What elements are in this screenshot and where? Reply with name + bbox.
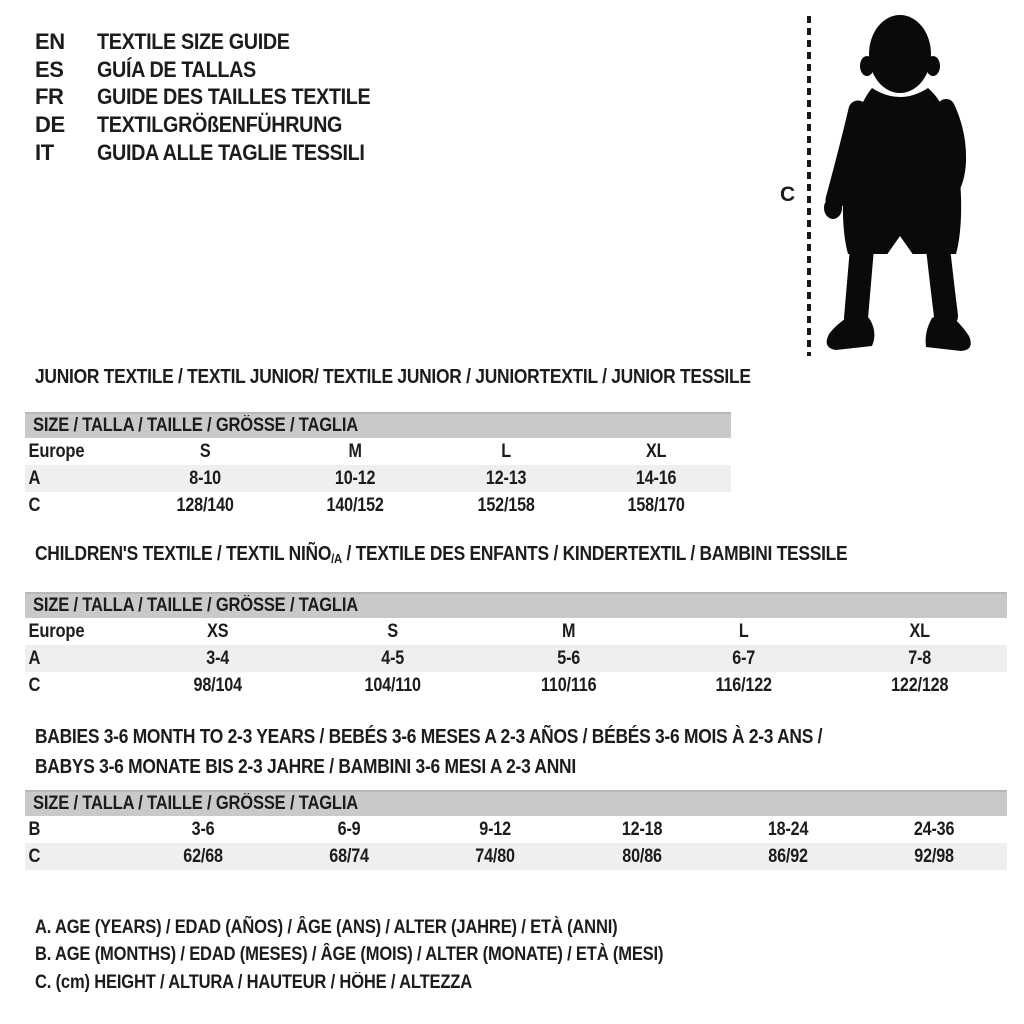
language-row bbox=[35, 84, 401, 112]
height-measure-label: C bbox=[780, 183, 796, 206]
table-row-age bbox=[25, 465, 731, 492]
value-cell: 158/170 bbox=[627, 494, 685, 516]
language-row bbox=[35, 111, 401, 139]
language-code: ES bbox=[35, 56, 64, 82]
size-cell: M bbox=[348, 440, 363, 462]
size-cell: XS bbox=[207, 620, 229, 642]
legend bbox=[35, 914, 757, 997]
value-cell: 3-4 bbox=[206, 647, 230, 669]
value-cell: 140/152 bbox=[326, 494, 384, 516]
guide-title: GUÍA DE TALLAS bbox=[97, 56, 256, 82]
language-row bbox=[35, 28, 401, 56]
language-code: EN bbox=[35, 28, 65, 54]
table-row-age bbox=[25, 645, 1007, 672]
table-row-europe bbox=[25, 618, 1007, 645]
guide-title: GUIDE DES TAILLES TEXTILE bbox=[97, 84, 371, 110]
guide-title: TEXTILGRÖßENFÜHRUNG bbox=[97, 112, 343, 138]
junior-section-title: JUNIOR TEXTILE / TEXTIL JUNIOR/ TEXTILE JUNIOR / JUNIORTEXTIL / JUNIOR TESSILE bbox=[35, 366, 751, 388]
value-cell: 104/110 bbox=[364, 674, 422, 696]
value-cell: 4-5 bbox=[381, 647, 405, 669]
value-cell: 152/158 bbox=[477, 494, 535, 516]
language-code: FR bbox=[35, 84, 64, 110]
size-cell: L bbox=[500, 440, 511, 462]
guide-title: GUIDA ALLE TAGLIE TESSILI bbox=[97, 140, 365, 166]
table-header-bar bbox=[25, 592, 1007, 618]
value-cell: 14-16 bbox=[635, 467, 677, 489]
row-label: A bbox=[28, 467, 41, 489]
value-cell: 110/116 bbox=[540, 674, 597, 696]
language-code: IT bbox=[35, 140, 54, 166]
row-label: A bbox=[28, 647, 41, 669]
table-header-bar bbox=[25, 412, 731, 438]
guide-title: TEXTILE SIZE GUIDE bbox=[97, 28, 290, 54]
row-label: Europe bbox=[28, 620, 85, 642]
language-title-list bbox=[35, 28, 401, 167]
row-label: B bbox=[28, 818, 41, 840]
row-label: C bbox=[28, 674, 41, 696]
value-cell: 12-13 bbox=[485, 467, 526, 489]
value-cell: 18-24 bbox=[767, 818, 809, 840]
value-cell: 74/80 bbox=[475, 845, 516, 867]
value-cell: 62/68 bbox=[183, 845, 223, 867]
value-cell: 3-6 bbox=[191, 818, 215, 840]
table-row-height bbox=[25, 672, 1007, 699]
value-cell: 68/74 bbox=[329, 845, 370, 867]
size-cell: S bbox=[387, 620, 399, 642]
value-cell: 128/140 bbox=[176, 494, 234, 516]
babies-size-table bbox=[25, 790, 1007, 870]
value-cell: 122/128 bbox=[890, 674, 948, 696]
height-measure-line bbox=[807, 16, 811, 356]
value-cell: 6-7 bbox=[732, 647, 756, 669]
size-cell: M bbox=[561, 620, 576, 642]
value-cell: 80/86 bbox=[621, 845, 662, 867]
legend-line-a: A. AGE (YEARS) / EDAD (AÑOS) / ÂGE (ANS) / ALTER (JAHRE) / ETÀ (ANNI) bbox=[35, 916, 618, 938]
language-row bbox=[35, 139, 401, 167]
legend-line-c: C. (cm) HEIGHT / ALTURA / HAUTEUR / HÖHE / ALTEZZA bbox=[35, 971, 472, 993]
subscript-label: /A bbox=[331, 551, 342, 566]
size-header-label: SIZE / TALLA / TAILLE / GRÖSSE / TAGLIA bbox=[33, 595, 359, 616]
table-row-europe bbox=[25, 438, 731, 465]
row-label: C bbox=[28, 845, 41, 867]
size-header-label: SIZE / TALLA / TAILLE / GRÖSSE / TAGLIA bbox=[33, 793, 359, 814]
legend-line-b: B. AGE (MONTHS) / EDAD (MESES) / ÂGE (MOIS) / ALTER (MONATE) / ETÀ (MESI) bbox=[35, 944, 664, 966]
size-cell: L bbox=[739, 620, 749, 642]
row-label: Europe bbox=[28, 440, 85, 462]
toddler-silhouette-icon bbox=[822, 12, 982, 356]
value-cell: 8-10 bbox=[189, 467, 221, 489]
value-cell: 86/92 bbox=[767, 845, 808, 867]
table-row-height bbox=[25, 843, 1007, 870]
table-header-bar bbox=[25, 790, 1007, 816]
value-cell: 5-6 bbox=[557, 647, 580, 669]
value-cell: 6-9 bbox=[337, 818, 361, 840]
value-cell: 92/98 bbox=[914, 845, 954, 867]
size-cell: S bbox=[199, 440, 211, 462]
babies-section-title: BABIES 3-6 MONTH TO 2-3 YEARS / BEBÉS 3-6 MESES A 2-3 AÑOS / BÉBÉS 3-6 MOIS À 2-3 ANS / BABYS 3-6 MONATE BIS 2-3 JAHRE / BAMBINI 3-6 MESI A 2-3 ANNI bbox=[35, 726, 823, 778]
value-cell: 12-18 bbox=[621, 818, 662, 840]
value-cell: 24-36 bbox=[913, 818, 955, 840]
language-row bbox=[35, 56, 401, 84]
value-cell: 116/122 bbox=[715, 674, 773, 696]
value-cell: 98/104 bbox=[193, 674, 242, 696]
value-cell: 9-12 bbox=[479, 818, 512, 840]
row-label: C bbox=[28, 494, 41, 516]
value-cell: 10-12 bbox=[335, 467, 376, 489]
size-cell: XL bbox=[909, 620, 930, 642]
table-row-height bbox=[25, 492, 731, 519]
table-row-age-months bbox=[25, 816, 1007, 843]
children-size-table bbox=[25, 592, 1007, 699]
junior-size-table bbox=[25, 412, 731, 519]
children-section-title: CHILDREN'S TEXTILE / TEXTIL NIÑO/A / TEXTILE DES ENFANTS / KINDERTEXTIL / BAMBINI TESSILE bbox=[35, 543, 848, 566]
value-cell: 7-8 bbox=[907, 647, 931, 669]
language-code: DE bbox=[35, 112, 65, 138]
size-cell: XL bbox=[645, 440, 667, 462]
size-header-label: SIZE / TALLA / TAILLE / GRÖSSE / TAGLIA bbox=[33, 415, 359, 436]
